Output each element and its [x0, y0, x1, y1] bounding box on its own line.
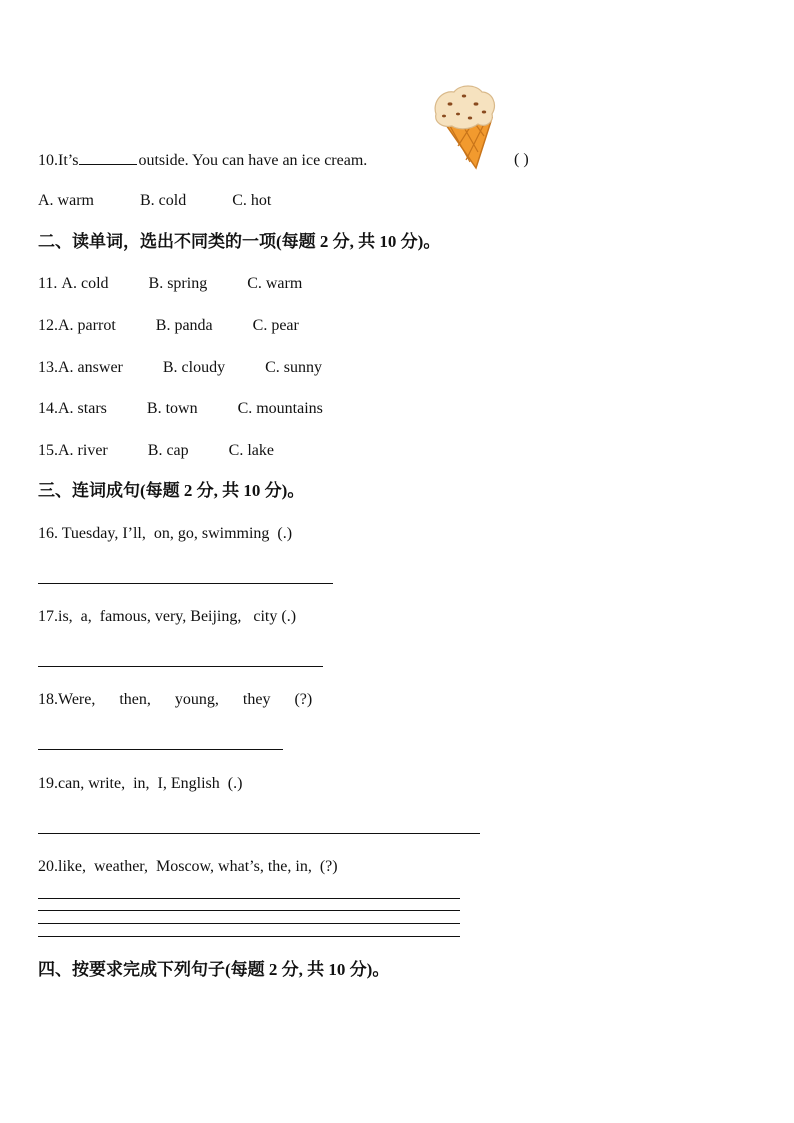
option[interactable]: B. spring: [148, 275, 208, 292]
option[interactable]: C. sunny: [265, 359, 322, 376]
ice-cream-icon: [430, 82, 498, 170]
question-13: 13.A. answer B. cloudy C. sunny: [38, 359, 322, 376]
option[interactable]: C. pear: [252, 317, 299, 334]
question-14: 14.A. stars B. town C. mountains: [38, 400, 323, 417]
question-15: 15.A. river B. cap C. lake: [38, 442, 274, 459]
option[interactable]: C. lake: [228, 442, 274, 459]
option[interactable]: B. cold: [139, 192, 187, 209]
question-18: 18.Were, then, young, they (?): [38, 691, 313, 708]
answer-blank[interactable]: [79, 150, 137, 165]
question-10-stem: 10.It’s outside. You can have an ice cream.: [38, 152, 368, 169]
answer-line[interactable]: [38, 936, 460, 937]
option[interactable]: B. cap: [147, 442, 189, 459]
option[interactable]: A. warm: [38, 192, 94, 209]
question-10-options: [38, 191, 271, 211]
question-20: 20.like, weather, Moscow, what’s, the, in, (?): [38, 858, 338, 875]
answer-line[interactable]: [38, 923, 460, 924]
answer-line[interactable]: [38, 666, 323, 667]
question-12: 12.A. parrot B. panda C. pear: [38, 317, 299, 334]
section-4-title: 四、按要求完成下列句子(每题 2 分, 共 10 分)。: [38, 960, 390, 979]
option[interactable]: A. stars: [58, 400, 107, 417]
answer-line[interactable]: [38, 833, 480, 834]
option[interactable]: B. cloudy: [162, 359, 226, 376]
answer-line[interactable]: [38, 910, 460, 911]
option[interactable]: B. town: [146, 400, 198, 417]
section-2-title: 二、读单词，选出不同类的一项(每题 2 分, 共 10 分)。: [38, 232, 441, 251]
option[interactable]: B. panda: [155, 317, 213, 334]
option[interactable]: C. mountains: [237, 400, 323, 417]
option[interactable]: C. warm: [247, 275, 303, 292]
question-11: 11. A. cold B. spring C. warm: [38, 275, 303, 292]
option[interactable]: A. river: [58, 442, 108, 459]
answer-parentheses[interactable]: ( ): [514, 151, 529, 168]
option[interactable]: A. parrot: [58, 317, 116, 334]
answer-line[interactable]: [38, 749, 283, 750]
question-17: 17.is, a, famous, very, Beijing, city (.): [38, 608, 297, 625]
option[interactable]: C. hot: [232, 192, 272, 209]
section-3-title: 三、连词成句(每题 2 分, 共 10 分)。: [38, 481, 305, 500]
option[interactable]: A. cold: [61, 275, 109, 292]
question-19: 19.can, write, in, I, English (.): [38, 775, 243, 792]
answer-line[interactable]: [38, 583, 333, 584]
question-16: 16. Tuesday, I’ll, on, go, swimming (.): [38, 525, 293, 542]
answer-line[interactable]: [38, 898, 460, 899]
option[interactable]: A. answer: [58, 359, 123, 376]
